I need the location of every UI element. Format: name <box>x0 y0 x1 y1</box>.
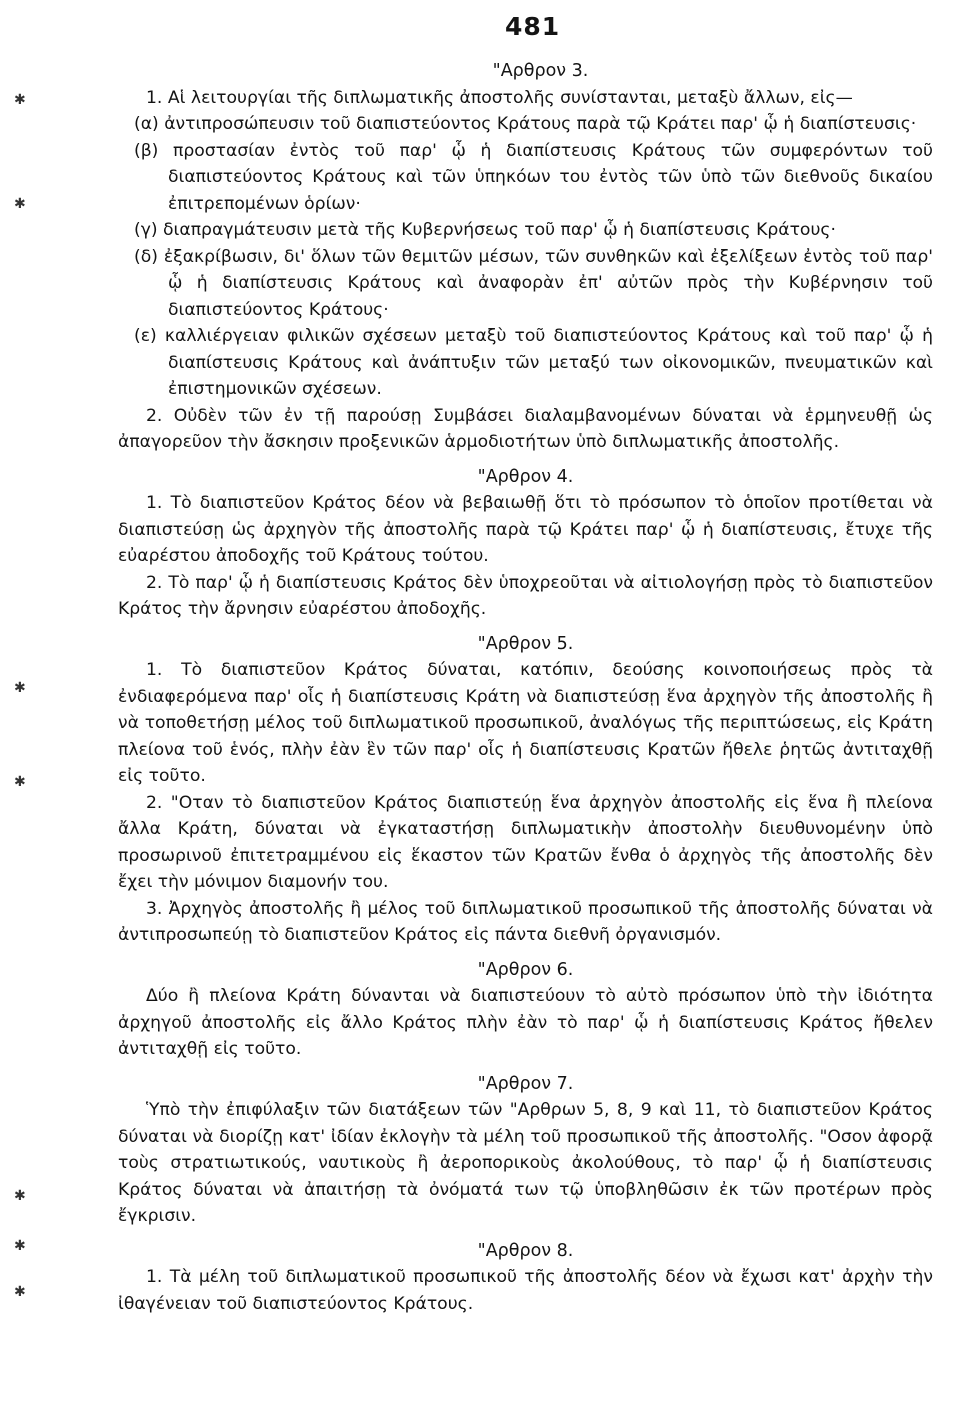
article-3 <box>118 58 933 456</box>
list-item: (δ) ἐξακρίβωσιν, δι' ὅλων τῶν θεμιτῶν μέσων, τῶν συνθηκῶν καὶ ἐξελίξεων ἐντὸς τοῦ παρ' ᾧ ἡ διαπίστευσις Κράτους καὶ ἀναφορὰν ἐπ' αὐτῶν πρὸς τὴν Κυβέρνησιν τοῦ διαπιστεύοντος Κράτους· <box>134 246 933 320</box>
list-item: (β) προστασίαν ἐντὸς τοῦ παρ' ᾧ ἡ διαπίστευσις Κράτους τῶν συμφερόντων τοῦ διαπιστεύοντος Κράτους καὶ τῶν ὑπηκόων του ἐντὸς τῶν ὑπὸ τῶν διεθνοῦς δικαίου ἐπιτρεπομένων ὁρίων· <box>134 140 933 214</box>
article-heading: "Αρθρον 5. <box>477 633 574 654</box>
list-item: (α) ἀντιπροσώπευσιν τοῦ διαπιστεύοντος Κράτους παρὰ τῷ Κράτει παρ' ᾧ ἡ διαπίστευσις· <box>134 114 917 134</box>
margin-mark-icon: ✱ <box>14 92 26 108</box>
margin-mark-icon: ✱ <box>14 1188 26 1204</box>
article-paragraph: 3. Ἀρχηγὸς ἀποστολῆς ἢ μέλος τοῦ διπλωματικοῦ προσωπικοῦ τῆς ἀποστολῆς δύναται νὰ ἀντιπροσωπεύῃ τὸ διαπιστεῦον Κράτος εἰς πάντα διεθνῆ ὀργανισμόν. <box>118 898 933 945</box>
article-8 <box>118 1238 933 1318</box>
article-5 <box>118 631 933 949</box>
article-7 <box>118 1071 933 1230</box>
list-item: (ε) καλλιέργειαν φιλικῶν σχέσεων μεταξὺ τοῦ διαπιστεύοντος Κράτους καὶ τοῦ παρ' ᾧ ἡ διαπίστευσις Κράτους καὶ ἀνάπτυξιν τῶν μεταξύ των οἰκονομικῶν, πνευματικῶν καὶ ἐπιστημονικῶν σχέσεων. <box>134 326 933 399</box>
margin-mark-icon: ✱ <box>14 196 26 212</box>
article-paragraph: 2. Οὐδὲν τῶν ἐν τῇ παρούσῃ Συμβάσει διαλαμβανομένων δύναται νὰ ἑρμηνευθῇ ὡς ἀπαγορεῦον τὴν ἄσκησιν προξενικῶν ἁρμοδιοτήτων ὑπὸ διπλωματικῆς ἀποστολῆς. <box>118 405 933 452</box>
article-heading: "Αρθρον 4. <box>477 466 574 487</box>
article-heading: "Αρθρον 8. <box>477 1240 574 1261</box>
article-paragraph: 1. Αἱ λειτουργίαι τῆς διπλωματικῆς ἀποστολῆς συνίστανται, μεταξὺ ἄλλων, εἰς— <box>146 87 853 108</box>
page-number: 481 <box>505 12 561 41</box>
margin-mark-icon: ✱ <box>14 774 26 790</box>
article-paragraph: 1. Τὰ μέλη τοῦ διπλωματικοῦ προσωπικοῦ τῆς ἀποστολῆς δέον νὰ ἔχωσι κατ' ἀρχὴν τὴν ἰθαγένειαν τοῦ διαπιστεύοντος Κράτους. <box>118 1267 933 1314</box>
article-paragraph: 1. Τὸ διαπιστεῦον Κράτος δύναται, κατόπιν, δεούσης κοινοποιήσεως πρὸς τὰ ἐνδιαφερόμενα παρ' οἷς ἡ διαπίστευσις Κράτη νὰ διαπιστεύσῃ ἕνα ἀρχηγὸν τῆς ἀποστολῆς ἢ νὰ τοποθετήσῃ μέλος τοῦ διπλωματικοῦ προσωπικοῦ, ἀναλόγως τῆς περιπτώσεως, εἰς Κράτη πλείονα τοῦ ἑνός, πλὴν ἐὰν ἓν τῶν παρ' οἷς ἡ διαπίστευσις Κρατῶν ἤθελε ῥητῶς ἀντιταχθῇ εἰς τοῦτο. <box>118 660 933 786</box>
article-paragraph: 2. Τὸ παρ' ᾧ ἡ διαπίστευσις Κράτος δὲν ὑποχρεοῦται νὰ αἰτιολογήσῃ πρὸς τὸ διαπιστεῦον Κράτος τὴν ἄρνησιν εὐαρέστου ἀποδοχῆς. <box>118 572 933 619</box>
article-heading: "Αρθρον 6. <box>477 959 574 980</box>
article-paragraph: 2. "Οταν τὸ διαπιστεῦον Κράτος διαπιστεύῃ ἕνα ἀρχηγὸν ἀποστολῆς εἰς ἕνα ἢ πλείονα ἄλλα Κράτη, δύναται νὰ ἐγκαταστήσῃ διπλωματικὴν ἀποστολὴν διευθυνομένην ὑπὸ προσωρινοῦ ἐπιτετραμμένου εἰς ἕκαστον τῶν Κρατῶν ἔνθα ὁ ἀρχηγὸς τῆς ἀποστολῆς δὲν ἔχει τὴν μόνιμον διαμονήν του. <box>118 792 933 892</box>
article-paragraph: 1. Τὸ διαπιστεῦον Κράτος δέον νὰ βεβαιωθῇ ὅτι τὸ πρόσωπον τὸ ὁποῖον προτίθεται νὰ διαπιστεύσῃ ὡς ἀρχηγὸν τῆς ἀποστολῆς παρὰ τῷ Κράτει παρ' ᾧ ἡ διαπίστευσις, ἔτυχε τῆς εὐαρέστου ἀποδοχῆς τοῦ Κράτους τούτου. <box>118 493 933 566</box>
article-4 <box>118 464 933 623</box>
article-heading: "Αρθρον 7. <box>477 1073 574 1094</box>
list-item: (γ) διαπραγμάτευσιν μετὰ τῆς Κυβερνήσεως τοῦ παρ' ᾧ ἡ διαπίστευσις Κράτους· <box>134 220 836 240</box>
article-heading: "Αρθρον 3. <box>492 61 589 81</box>
article-paragraph: Δύο ἢ πλείονα Κράτη δύνανται νὰ διαπιστεύουν τὸ αὐτὸ πρόσωπον ὑπὸ τὴν ἰδιότητα ἀρχηγοῦ ἀποστολῆς εἰς ἄλλο Κράτος πλὴν ἐὰν τὸ παρ' ᾧ ἡ διαπίστευσις Κράτος ἤθελεν ἀντιταχθῇ εἰς τοῦτο. <box>118 986 933 1059</box>
margin-mark-icon: ✱ <box>14 1284 26 1300</box>
margin-mark-icon: ✱ <box>14 680 26 696</box>
article-paragraph: Ὑπὸ τὴν ἐπιφύλαξιν τῶν διατάξεων τῶν "Αρθρων 5, 8, 9 καὶ 11, τὸ διαπιστεῦον Κράτος δύναται νὰ διορίζῃ κατ' ἰδίαν ἐκλογὴν τὰ μέλη τοῦ προσωπικοῦ τῆς ἀποστολῆς. "Οσον ἀφορᾷ τοὺς στρατιωτικούς, ναυτικοὺς ἢ ἀεροπορικοὺς ἀκολούθους, τὸ παρ' ᾧ ἡ διαπίστευσις Κράτος δύναται νὰ ἀπαιτήσῃ τὰ ὀνόματά των τῷ ὑποβληθῶσιν ἐκ τῶν προτέρων πρὸς ἔγκρισιν. <box>118 1100 933 1226</box>
document-body <box>118 58 933 1317</box>
margin-mark-icon: ✱ <box>14 1238 26 1254</box>
article-6 <box>118 957 933 1063</box>
